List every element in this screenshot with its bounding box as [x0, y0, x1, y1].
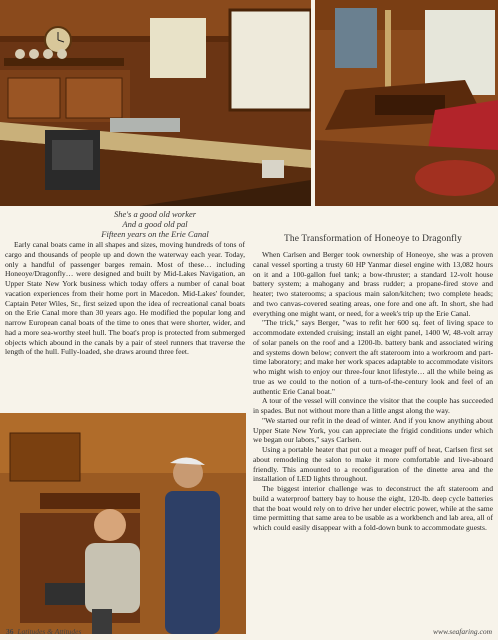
- body-paragraph: A tour of the vessel will convince the visitor that the couple has succeeded in spades. But not without more than a little angst along the way.: [253, 396, 493, 415]
- section-title: The Transformation of Honeoye to Dragonfly: [283, 234, 463, 244]
- body-paragraph: Early canal boats came in all shapes and sizes, moving hundreds of tons of cargo and thousands of people up and down the waterway each year. Today, only a handful of passenger barges remain. Most of these… including Honeoye/Dragonfly… were designed and built by Mid-Lakes Navigation, an Upper State New York business which today offers a number of canal boat vacation experiences from their home port in Macedon. Mid-Lakes' founder, Captain Peter Wiles, Sr., first seized upon the idea of recreational canal boats on the Erie Canal more than 30 years ago. He modified the popular long and narrow European canal boats of the time to ones that were shorter, wider, and had a more sea-worthy steel hull. The boat's prop is protected from submerged objects which abound in the canals by a pair of steel runners that traverse the length of the hull. Fully-loaded, she draws around three feet.: [5, 240, 245, 357]
- caption-line: Fifteen years on the Erie Canal: [101, 229, 209, 239]
- body-paragraph: When Carlsen and Berger took ownership of Honeoye, she was a proven canal vessel sporting a trusty 60 HP Yanmar diesel engine with 13,082 hours on it and a 100-gallon fuel tank; a bow-thruster; a standard 12-volt house battery system; a mahogany and brass rudder; a propane-fired stove and heater; two staterooms; a spacious main salon/kitchen; two complete heads; and two canvas-covered seating areas, one fore and one aft. In short, she had everything one might want, or need, for a week's trip up the Erie Canal.: [253, 250, 493, 318]
- body-paragraph: "We started our refit in the dead of winter. And if you know anything about Upper State New York, you can appreciate the frigid conditions under which we began our labors," says Carlsen.: [253, 415, 493, 445]
- magazine-name: Latitudes & Attitudes: [17, 627, 82, 636]
- galley-photo: [0, 0, 311, 206]
- right-column: [253, 250, 493, 533]
- body-paragraph: "The trick," says Berger, "was to refit her 600 sq. feet of living space to accommodate extended cruising; install an eight panel, 1400 W, 48-volt array of solar panels on the roof and a 1200-lb. battery bank and associated wiring and systems down below; convert the aft stateroom into a workroom and part-time laboratory; and make her work spaces adaptable to accommodate visitors who might wish to enjoy our three-four knot lifestyle… all the while being as true as we could to the notion of a turn-of-the-century look and feel of an authentic Erie Canal boat.": [253, 318, 493, 396]
- caption-line: She's a good old worker: [113, 209, 197, 219]
- dinette-photo: [315, 0, 498, 206]
- body-paragraph: The biggest interior challenge was to deconstruct the aft stateroom and build a waterproof battery bay to house the eight, 120-lb. deep cycle batteries that the boat would rely on to drive her under electric power, while at the same time permitting that same area to be usable as a workbench and lab area, all of which could easily disappear with a fold-down bunk to accommodate guests.: [253, 484, 493, 532]
- left-column: [5, 240, 245, 357]
- footer-url[interactable]: www.seafaring.com: [432, 627, 492, 636]
- workroom-photo: [0, 413, 246, 634]
- caption-line: And a good old pal: [122, 219, 188, 229]
- body-paragraph: Using a portable heater that put out a meager puff of heat, Carlsen first set about remodeling the salon to make it more comfortable and live-aboard friendly. This amounted to a reconfiguration of the dinette area and the installation of LED lights throughout.: [253, 445, 493, 484]
- footer-folio: [6, 627, 81, 636]
- photo-caption: [75, 209, 235, 239]
- page-number: 36: [6, 627, 14, 636]
